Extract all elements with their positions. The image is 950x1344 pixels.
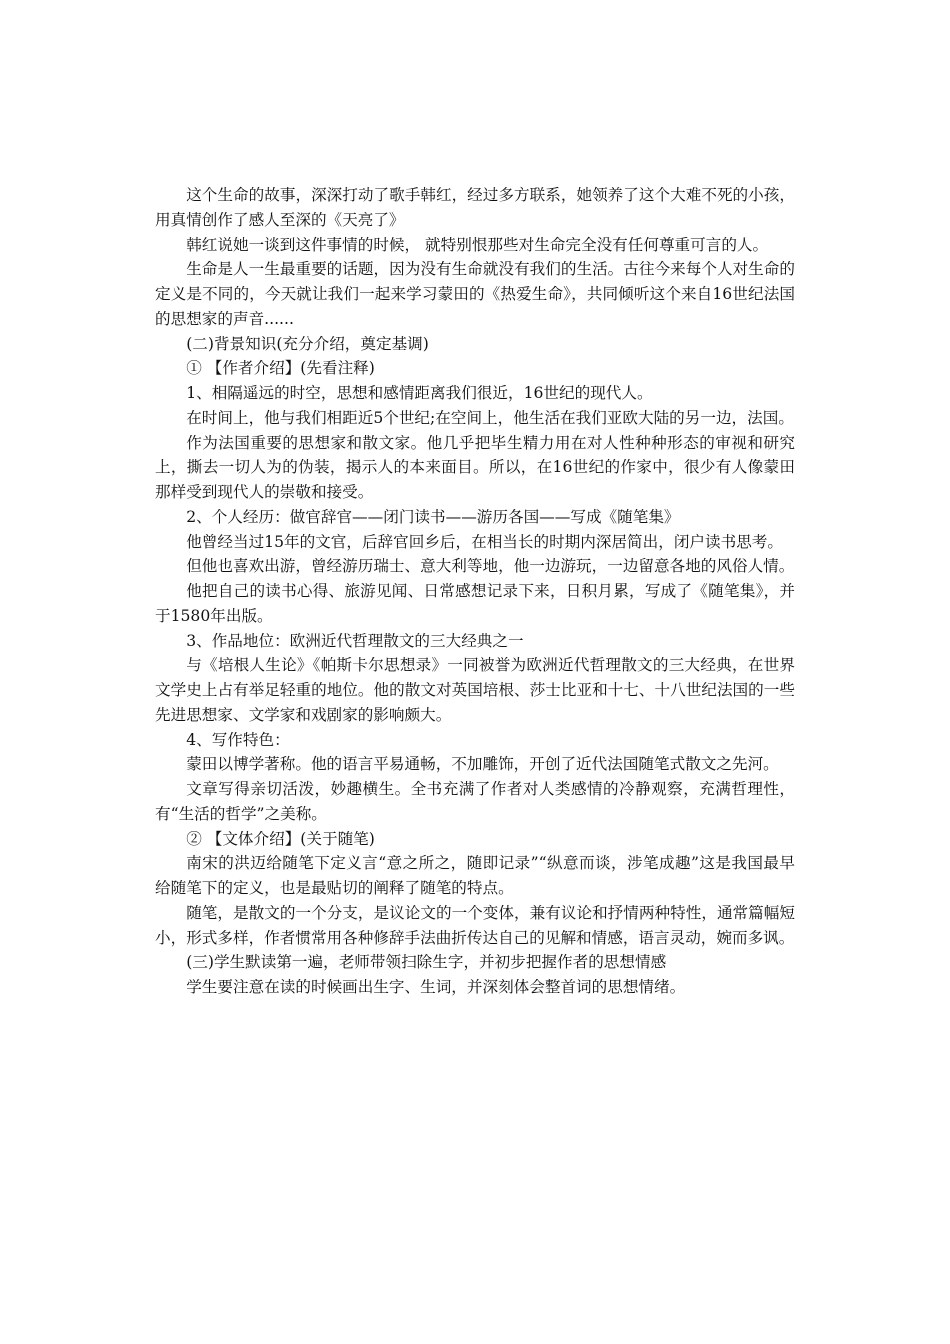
paragraph-point-4: 4、写作特色： xyxy=(186,730,290,749)
paragraph-essays: 他把自己的读书心得、旅游见闻、日常感想记录下来，日积月累，写成了《随笔集》，并于1580年出版。 xyxy=(155,582,795,625)
paragraph-point-1: 1、相隔遥远的时空，思想和感情距离我们很近，16世纪的现代人。 xyxy=(186,384,653,402)
subheading-author-intro: ① 【作者介绍】(先看注释) xyxy=(186,359,375,378)
section-heading-reading: (三)学生默读第一遍，老师带领扫除生字，并初步把握作者的思想情感 xyxy=(186,953,667,972)
paragraph-point-3: 3、作品地位：欧洲近代哲理散文的三大经典之一 xyxy=(186,631,524,650)
paragraph-suibi: 随笔，是散文的一个分支，是议论文的一个变体，兼有议论和抒情两种特性，通常篇幅短小，形式多样，作者惯常用各种修辞手法曲折传达自己的见解和情感，语言灵动，婉而多讽。 xyxy=(155,903,795,947)
paragraph-lively: 文章写得亲切活泼，妙趣横生。全书充满了作者对人类感情的冷静观察，充满哲理性，有“生活的哲学”之美称。 xyxy=(155,780,795,823)
paragraph-students: 学生要注意在读的时候画出生字、生词，并深刻体会整首词的思想情绪。 xyxy=(186,978,686,996)
paragraph-classics: 与《培根人生论》《帕斯卡尔思想录》一同被誉为欧洲近代哲理散文的三大经典，在世界文学史上占有举足轻重的地位。他的散文对英国培根、莎士比亚和十七、十八世纪法国的一些先进思想家、文学家和戏剧家的影响颇大。 xyxy=(155,656,795,724)
paragraph-hongmai: 南宋的洪迈给随笔下定义言“意之所之，随即记录”“纵意而谈，涉笔成趣”这是我国最早给随笔下的定义，也是最贴切的阐释了随笔的特点。 xyxy=(155,854,795,897)
subheading-genre-intro: ② 【文体介绍】(关于随笔) xyxy=(186,829,375,848)
paragraph-story-hanhong: 这个生命的故事，深深打动了歌手韩红，经过多方联系，她领养了这个大难不死的小孩，用真情创作了感人至深的《天亮了》 xyxy=(155,186,795,229)
paragraph-thinker: 作为法国重要的思想家和散文家。他几乎把毕生精力用在对人性种种形态的审视和研究上，撕去一切人为的伪装，揭示人的本来面目。所以，在16世纪的作家中，很少有人像蒙田那样受到现代人的崇敬和接受。 xyxy=(155,433,795,501)
paragraph-time-space: 在时间上，他与我们相距近5个世纪;在空间上，他生活在我们亚欧大陆的另一边，法国。 xyxy=(186,408,794,427)
paragraph-learned: 蒙田以博学著称。他的语言平易通畅，不加雕饰，开创了近代法国随笔式散文之先河。 xyxy=(186,755,779,774)
paragraph-official: 他曾经当过15年的文官，后辞官回乡后，在相当长的时期内深居简出，闭户读书思考。 xyxy=(186,532,783,551)
paragraph-life-intro: 生命是人一生最重要的话题，因为没有生命就没有我们的生活。古往今来每个人对生命的定义是不同的，今天就让我们一起来学习蒙田的《热爱生命》，共同倾听这个来自16世纪法国的思想家的声音...... xyxy=(155,260,795,328)
document-body xyxy=(155,183,795,1000)
section-heading-background: (二)背景知识(充分介绍，奠定基调) xyxy=(186,334,429,353)
paragraph-travel: 但他也喜欢出游，曾经游历瑞士、意大利等地，他一边游玩，一边留意各地的风俗人情。 xyxy=(186,557,795,576)
paragraph-hanhong-quote: 韩红说她一谈到这件事情的时候， 就特别恨那些对生命完全没有任何尊重可言的人。 xyxy=(186,235,769,254)
paragraph-point-2: 2、个人经历：做官辞官——闭门读书——游历各国——写成《随笔集》 xyxy=(186,507,680,526)
